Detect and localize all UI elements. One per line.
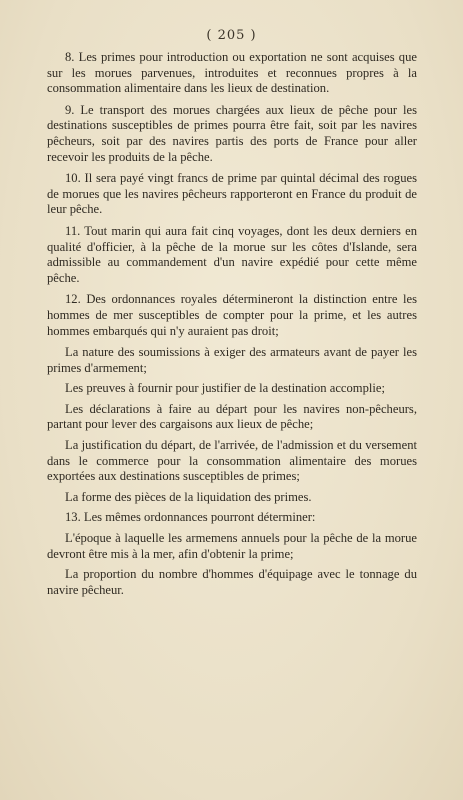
article-12-item-soumissions: La nature des soumissions à exiger des armateurs avant de payer les primes d'armement;	[47, 345, 417, 375]
article-13: 13. Les mêmes ordonnances pourront déterminer:	[65, 510, 316, 525]
article-12-item-justification: La justification du départ, de l'arrivée, de l'admission et du versement dans le commerce pour la consommation alimentaire des morues exportées aux destinations susceptibles de primes;	[47, 438, 417, 484]
page-number: ( 205 )	[206, 28, 257, 43]
article-8: 8. Les primes pour introduction ou exportation ne sont acquises que sur les morues parvenues, introduites et reconnues propres à la consommation alimentaire dans les lieux de destination.	[47, 50, 417, 96]
article-12: 12. Des ordonnances royales détermineront la distinction entre les hommes de mer susceptibles de compter pour la prime, et les autres hommes embarqués qui n'y auraient pas droit;	[47, 292, 417, 338]
article-13-item-proportion: La proportion du nombre d'hommes d'équipage avec le tonnage du navire pêcheur.	[47, 567, 417, 597]
article-10: 10. Il sera payé vingt francs de prime par quintal décimal des rogues de morues que les navires pêcheurs rapporteront en France du produit de leur pêche.	[47, 171, 417, 217]
article-12-item-preuves: Les preuves à fournir pour justifier de la destination accomplie;	[65, 381, 385, 396]
article-12-item-declarations: Les déclarations à faire au départ pour les navires non-pêcheurs, partant pour lever des cargaisons aux lieux de pêche;	[47, 401, 417, 432]
article-12-item-forme: La forme des pièces de la liquidation des primes.	[65, 489, 312, 504]
article-9: 9. Le transport des morues chargées aux lieux de pêche pour les destinations susceptibles de primes pourra être fait, soit par les navires pêcheurs, soit par des navires partis des ports de France pour aller recevoir les produits de la pêche.	[47, 102, 417, 164]
article-11: 11. Tout marin qui aura fait cinq voyages, dont les deux derniers en qualité d'officier, à la pêche de la morue sur les côtes d'Islande, sera admissible au commandement d'un navire expédié pour cette même pêche.	[47, 223, 417, 285]
article-13-item-epoque: L'époque à laquelle les armemens annuels pour la pêche de la morue devront être mis à la mer, afin d'obtenir la prime;	[47, 531, 417, 561]
body-text	[47, 50, 417, 603]
